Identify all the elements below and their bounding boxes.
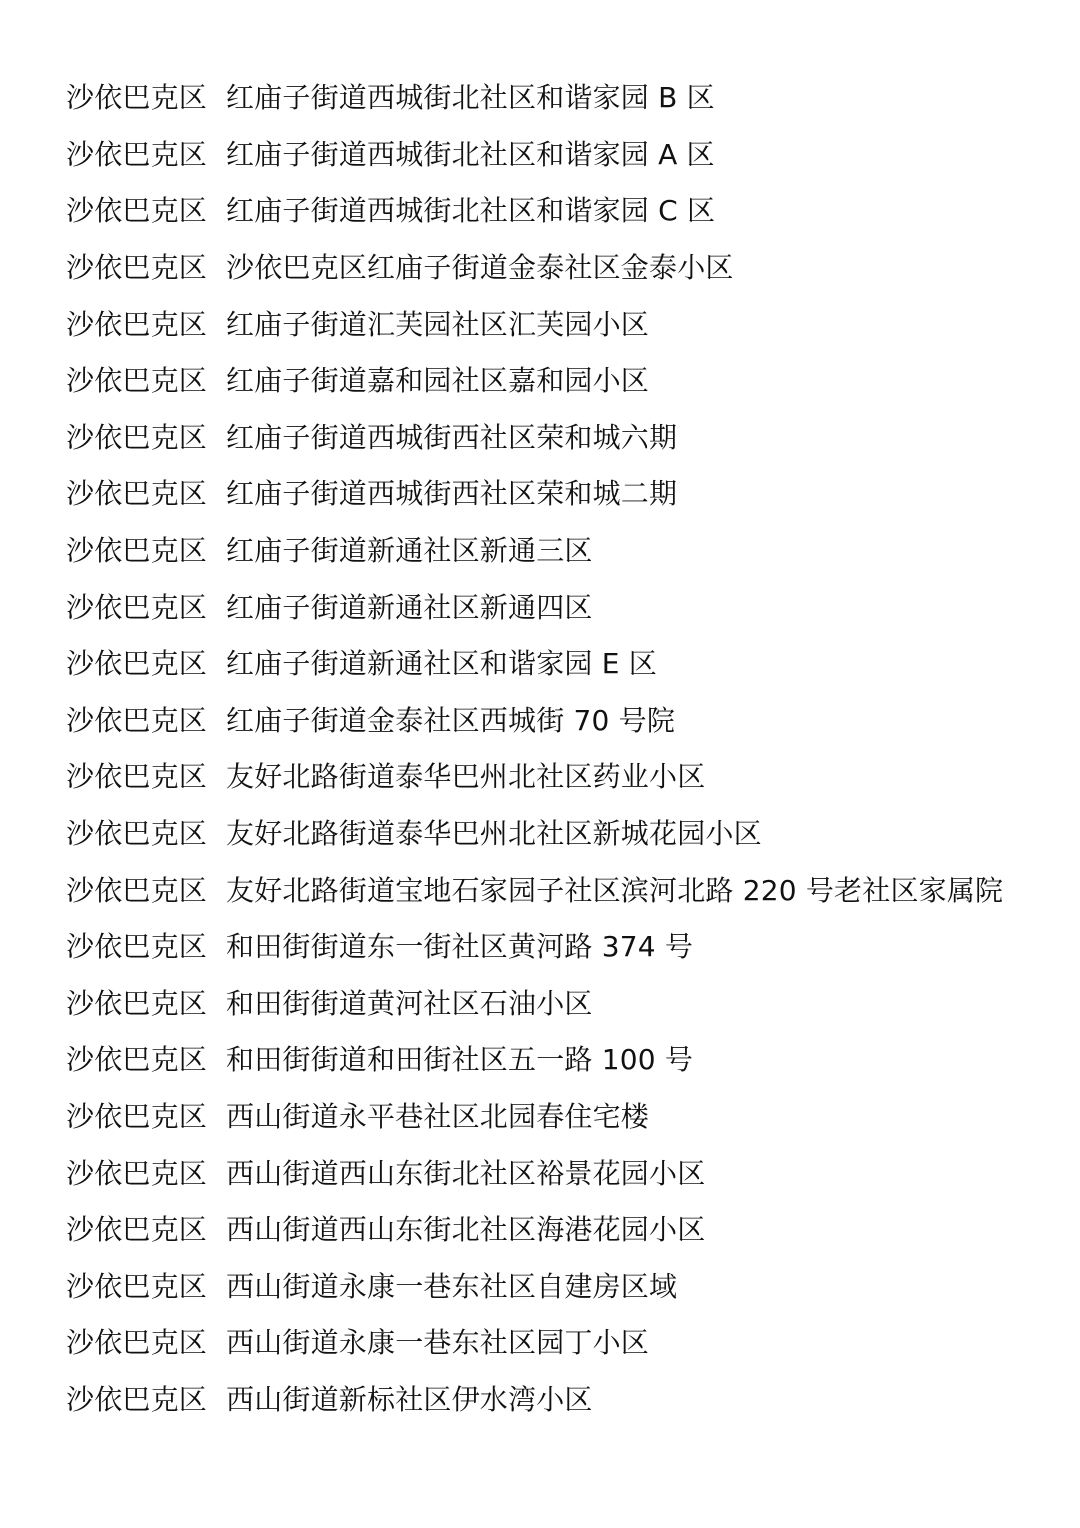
list-item [66, 523, 1003, 580]
place-label: 友好北路街道泰华巴州北社区药业小区 [226, 760, 706, 794]
address-list [66, 70, 1003, 1428]
place-label: 红庙子街道西城街北社区和谐家园 C 区 [226, 194, 716, 228]
list-item [66, 1145, 1003, 1202]
district-label: 沙依巴克区 [66, 930, 208, 964]
place-label: 红庙子街道新通社区新通四区 [226, 590, 593, 624]
list-item [66, 183, 1003, 240]
district-label: 沙依巴克区 [66, 1213, 208, 1247]
place-label: 红庙子街道西城街北社区和谐家园 A 区 [226, 137, 715, 171]
list-item [66, 579, 1003, 636]
district-label: 沙依巴克区 [66, 81, 208, 115]
list-item [66, 127, 1003, 184]
list-item [66, 862, 1003, 919]
list-item [66, 1089, 1003, 1146]
district-label: 沙依巴克区 [66, 873, 208, 907]
district-label: 沙依巴克区 [66, 1043, 208, 1077]
list-item [66, 70, 1003, 127]
place-label: 红庙子街道金泰社区西城街 70 号院 [226, 703, 676, 737]
place-label: 红庙子街道汇芙园社区汇芙园小区 [226, 307, 650, 341]
district-label: 沙依巴克区 [66, 194, 208, 228]
district-label: 沙依巴克区 [66, 137, 208, 171]
district-label: 沙依巴克区 [66, 1156, 208, 1190]
place-label: 红庙子街道西城街北社区和谐家园 B 区 [226, 81, 715, 115]
district-label: 沙依巴克区 [66, 534, 208, 568]
list-item [66, 636, 1003, 693]
list-item [66, 466, 1003, 523]
place-label: 和田街街道东一街社区黄河路 374 号 [226, 930, 694, 964]
district-label: 沙依巴克区 [66, 590, 208, 624]
list-item [66, 1258, 1003, 1315]
district-label: 沙依巴克区 [66, 760, 208, 794]
place-label: 西山街道新标社区伊水湾小区 [226, 1382, 593, 1416]
list-item [66, 919, 1003, 976]
district-label: 沙依巴克区 [66, 986, 208, 1020]
place-label: 和田街街道和田街社区五一路 100 号 [226, 1043, 694, 1077]
place-label: 友好北路街道宝地石家园子社区滨河北路 220 号老社区家属院 [226, 873, 1004, 907]
district-label: 沙依巴克区 [66, 817, 208, 851]
district-label: 沙依巴克区 [66, 1099, 208, 1133]
list-item [66, 1372, 1003, 1429]
list-item [66, 1315, 1003, 1372]
district-label: 沙依巴克区 [66, 1382, 208, 1416]
place-label: 红庙子街道新通社区和谐家园 E 区 [226, 647, 657, 681]
list-item [66, 1032, 1003, 1089]
district-label: 沙依巴克区 [66, 420, 208, 454]
place-label: 红庙子街道西城街西社区荣和城二期 [226, 477, 678, 511]
list-item [66, 1202, 1003, 1259]
list-item [66, 976, 1003, 1033]
list-item [66, 749, 1003, 806]
place-label: 红庙子街道西城街西社区荣和城六期 [226, 420, 678, 454]
district-label: 沙依巴克区 [66, 1326, 208, 1360]
list-item [66, 806, 1003, 863]
list-item [66, 296, 1003, 353]
place-label: 西山街道永康一巷东社区自建房区域 [226, 1269, 678, 1303]
district-label: 沙依巴克区 [66, 477, 208, 511]
district-label: 沙依巴克区 [66, 703, 208, 737]
place-label: 西山街道永平巷社区北园春住宅楼 [226, 1099, 650, 1133]
list-item [66, 693, 1003, 750]
place-label: 西山街道西山东街北社区海港花园小区 [226, 1213, 706, 1247]
district-label: 沙依巴克区 [66, 251, 208, 285]
district-label: 沙依巴克区 [66, 647, 208, 681]
district-label: 沙依巴克区 [66, 364, 208, 398]
place-label: 和田街街道黄河社区石油小区 [226, 986, 593, 1020]
place-label: 红庙子街道新通社区新通三区 [226, 534, 593, 568]
district-label: 沙依巴克区 [66, 307, 208, 341]
district-label: 沙依巴克区 [66, 1269, 208, 1303]
list-item [66, 240, 1003, 297]
place-label: 沙依巴克区红庙子街道金泰社区金泰小区 [226, 251, 734, 285]
place-label: 西山街道永康一巷东社区园丁小区 [226, 1326, 650, 1360]
list-item [66, 410, 1003, 467]
place-label: 友好北路街道泰华巴州北社区新城花园小区 [226, 817, 762, 851]
place-label: 红庙子街道嘉和园社区嘉和园小区 [226, 364, 650, 398]
place-label: 西山街道西山东街北社区裕景花园小区 [226, 1156, 706, 1190]
list-item [66, 353, 1003, 410]
